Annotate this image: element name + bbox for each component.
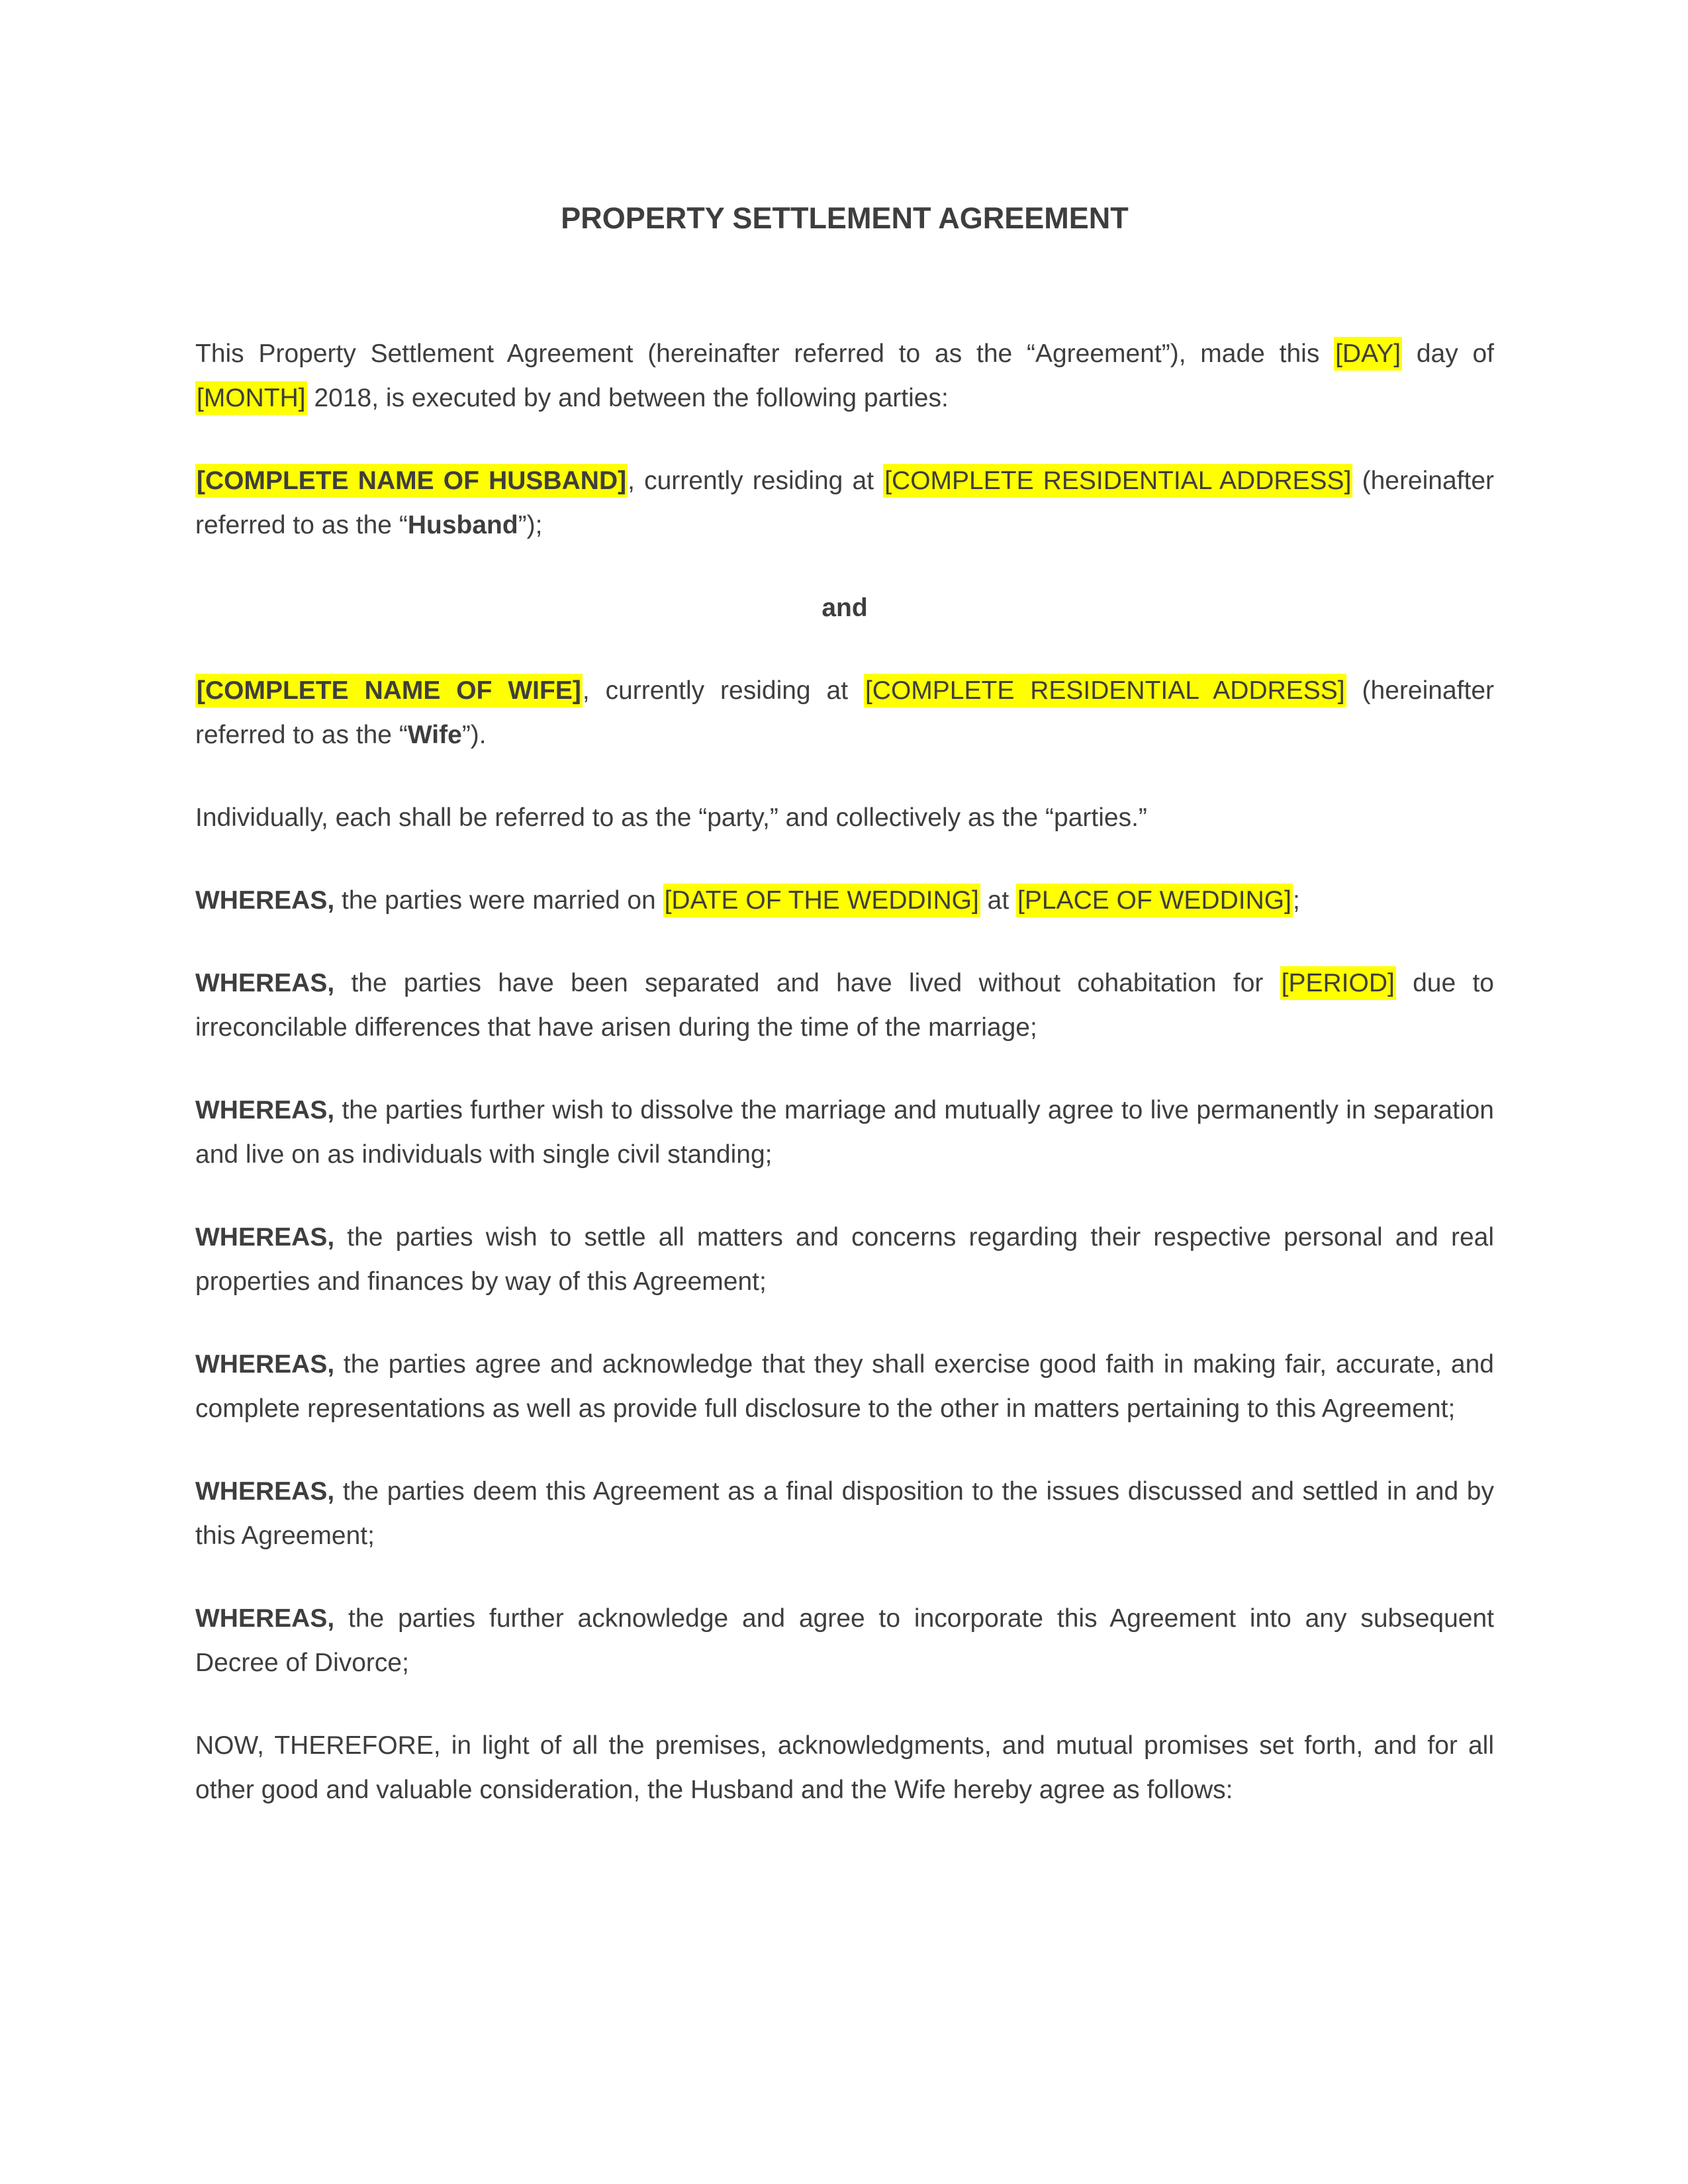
text-run: the parties were married on (334, 886, 663, 915)
bold-run: WHEREAS, (195, 1350, 335, 1379)
bold-run: WHEREAS, (195, 969, 335, 997)
intro-paragraph (195, 332, 1494, 420)
text-run: (hereinafter referred to as the “ (195, 676, 1494, 749)
whereas-marriage-paragraph (195, 878, 1494, 923)
text-run: , currently residing at (582, 676, 864, 705)
whereas-final-disposition-paragraph (195, 1469, 1494, 1558)
bold-run: and (821, 594, 868, 622)
whereas-separation-paragraph (195, 961, 1494, 1050)
placeholder-highlight: [COMPLETE NAME OF HUSBAND] (195, 464, 628, 498)
whereas-incorporate-paragraph (195, 1596, 1494, 1685)
text-run: ”). (461, 721, 487, 749)
text-run: the parties further acknowledge and agree to incorporate this Agreement into any subsequent Decree of Divorce; (195, 1604, 1494, 1677)
text-run: (hereinafter referred to as the “ (195, 467, 1495, 539)
parties-reference-paragraph (195, 796, 1494, 840)
document-title (195, 196, 1494, 240)
text-run: the parties deem this Agreement as a final disposition to the issues discussed and settled in and by this Agreement; (195, 1477, 1494, 1550)
text-run: , currently residing at (628, 467, 884, 495)
placeholder-highlight: [COMPLETE RESIDENTIAL ADDRESS] (864, 674, 1346, 707)
text-run: the parties wish to settle all matters and concerns regarding their respective personal and real properties and finances by way of this Agreement; (195, 1223, 1494, 1296)
whereas-dissolve-paragraph (195, 1088, 1494, 1177)
text-run: the parties further wish to dissolve the marriage and mutually agree to live permanently in separation and live on as individuals with single civil standing; (195, 1096, 1494, 1169)
and-separator (195, 586, 1494, 630)
text-run: ”); (518, 511, 543, 539)
whereas-good-faith-paragraph (195, 1342, 1494, 1431)
placeholder-highlight: [COMPLETE NAME OF WIFE] (195, 674, 583, 707)
husband-paragraph (195, 459, 1494, 547)
bold-run: Wife (407, 721, 462, 749)
wife-paragraph (195, 668, 1494, 757)
placeholder-highlight: [DATE OF THE WEDDING] (663, 884, 980, 917)
bold-run: WHEREAS, (195, 1477, 335, 1506)
text-run: 2018, is executed by and between the following parties: (306, 384, 949, 412)
whereas-settle-paragraph (195, 1215, 1494, 1304)
bold-run: Husband (407, 511, 518, 539)
text-run: ; (1292, 886, 1300, 915)
text-run: NOW, THEREFORE, in light of all the premises, acknowledgments, and mutual promises set forth, and for all other good and valuable consideration, the Husband and the Wife hereby agree as follows: (195, 1731, 1494, 1804)
bold-run: WHEREAS, (195, 1223, 335, 1251)
text-run: the parties have been separated and have lived without cohabitation for (334, 969, 1280, 997)
placeholder-highlight: [MONTH] (195, 381, 307, 415)
placeholder-highlight: [PLACE OF WEDDING] (1016, 884, 1293, 917)
placeholder-highlight: [DAY] (1334, 337, 1402, 371)
placeholder-highlight: [COMPLETE RESIDENTIAL ADDRESS] (883, 464, 1352, 498)
text-run: Individually, each shall be referred to as the “party,” and collectively as the “parties.” (195, 803, 1147, 832)
text-run: This Property Settlement Agreement (hereinafter referred to as the “Agreement”), made this (195, 340, 1335, 368)
text-run: due to irreconcilable differences that have arisen during the time of the marriage; (195, 969, 1494, 1042)
now-therefore-paragraph (195, 1723, 1494, 1812)
bold-run: PROPERTY SETTLEMENT AGREEMENT (561, 201, 1129, 235)
text-run: the parties agree and acknowledge that they shall exercise good faith in making fair, accurate, and complete representations as well as provide full disclosure to the other in matters pertaining to this Agreement; (195, 1350, 1494, 1423)
text-run: at (980, 886, 1017, 915)
text-run: day of (1402, 340, 1495, 368)
bold-run: WHEREAS, (195, 1096, 335, 1124)
placeholder-highlight: [PERIOD] (1280, 966, 1396, 1000)
bold-run: WHEREAS, (195, 886, 335, 915)
bold-run: WHEREAS, (195, 1604, 335, 1633)
